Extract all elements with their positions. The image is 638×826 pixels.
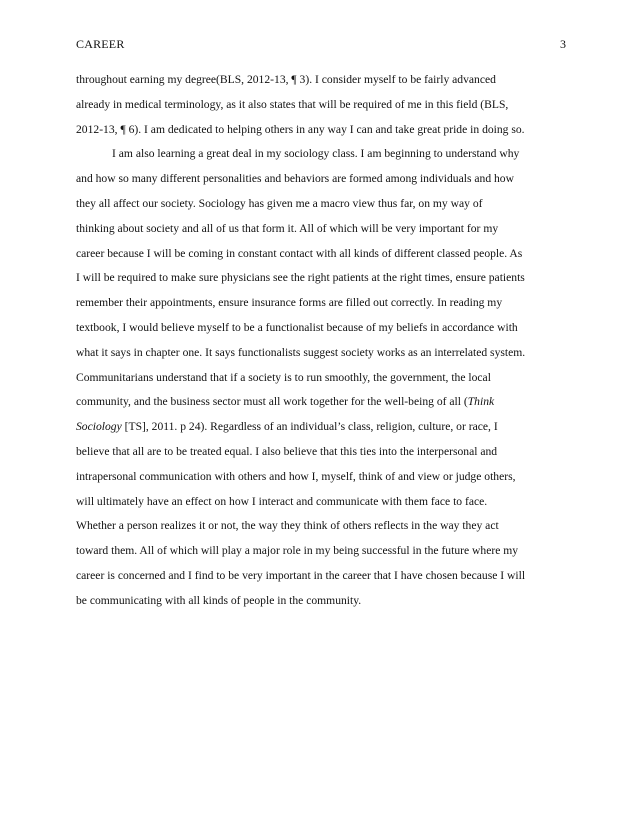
text-line: already in medical terminology, as it also states that will be required of me in this field (BLS,: [76, 97, 509, 111]
text-segment: community, and the business sector must all work together for the well-being of all (: [76, 395, 468, 409]
text-line: thinking about society and all of us that form it. All of which will be very important for my: [76, 221, 499, 235]
running-head: CAREER: [76, 37, 125, 51]
text-line: Communitarians understand that if a society is to run smoothly, the government, the local: [76, 370, 491, 384]
paragraph-first-line: I am also learning a great deal in my sociology class. I am beginning to understand why: [112, 147, 520, 161]
text-line: intrapersonal communication with others and how I, myself, think of and view or judge others,: [76, 469, 516, 483]
text-line: career is concerned and I find to be very important in the career that I have chosen because I will: [76, 568, 526, 582]
text-line: Whether a person realizes it or not, the way they think of others reflects in the way they act: [76, 519, 499, 533]
text-line-with-citation: [76, 390, 566, 415]
body-text: [76, 68, 566, 614]
text-line: what it says in chapter one. It says functionalists suggest society works as an interrelated system.: [76, 345, 526, 359]
text-line: be communicating with all kinds of people in the community.: [76, 593, 362, 607]
text-segment: [TS], 2011. p 24). Regardless of an individual’s class, religion, culture, or race, I: [124, 420, 498, 434]
text-line: textbook, I would believe myself to be a functionalist because of my beliefs in accordance with: [76, 320, 518, 334]
citation-title-italic: Think: [467, 395, 495, 409]
page-number: 3: [560, 37, 566, 51]
text-line: 2012-13, ¶ 6). I am dedicated to helping others in any way I can and take great pride in doing so.: [76, 122, 525, 136]
text-line: and how so many different personalities and behaviors are formed among individuals and how: [76, 172, 514, 186]
text-line: career because I will be coming in constant contact with all kinds of different classed people. As: [76, 246, 523, 260]
text-line: will ultimately have an effect on how I interact and communicate with them face to face.: [76, 494, 488, 508]
text-line-with-citation: [76, 415, 566, 440]
text-line: they all affect our society. Sociology has given me a macro view thus far, on my way of: [76, 196, 483, 210]
text-line: toward them. All of which will play a major role in my being successful in the future where my: [76, 544, 519, 558]
text-line: believe that all are to be treated equal. I also believe that this ties into the interpersonal and: [76, 444, 498, 458]
text-line: remember their appointments, ensure insurance forms are filled out correctly. In reading my: [76, 296, 503, 310]
text-line: throughout earning my degree(BLS, 2012-13, ¶ 3). I consider myself to be fairly advanced: [76, 73, 496, 86]
page-header: [76, 36, 566, 52]
citation-title-italic: Sociology: [76, 420, 122, 434]
text-line: I will be required to make sure physicians see the right patients at the right times, ensure patients: [76, 271, 525, 285]
